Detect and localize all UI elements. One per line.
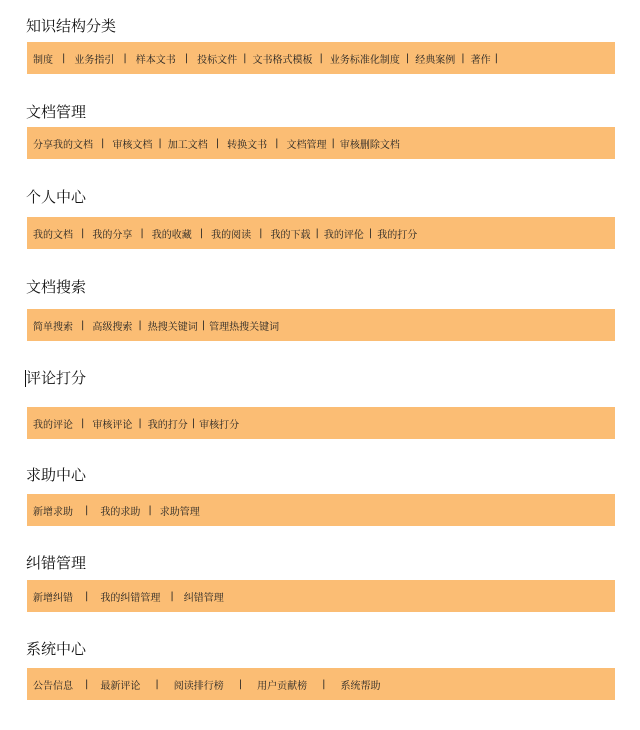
link-separator: | bbox=[331, 137, 335, 149]
menu-link[interactable]: 加工文档 bbox=[167, 139, 208, 151]
menu-link[interactable]: 我的收藏 bbox=[151, 229, 192, 241]
link-separator: | bbox=[170, 590, 174, 602]
link-bar bbox=[27, 580, 615, 612]
menu-link[interactable]: 我的打分 bbox=[377, 229, 418, 241]
menu-link[interactable]: 转换文书 bbox=[227, 139, 268, 151]
menu-link[interactable]: 高级搜索 bbox=[92, 321, 133, 333]
menu-link[interactable]: 热搜关键词 bbox=[147, 321, 198, 333]
link-separator: | bbox=[140, 227, 144, 239]
link-separator: | bbox=[155, 678, 159, 690]
menu-link[interactable]: 用户贡献榜 bbox=[257, 680, 308, 692]
link-separator: | bbox=[201, 319, 206, 331]
link-bar bbox=[27, 407, 615, 439]
menu-link[interactable]: 阅读排行榜 bbox=[173, 680, 224, 692]
link-separator: | bbox=[322, 678, 326, 690]
menu-link[interactable]: 我的纠错管理 bbox=[100, 592, 161, 604]
menu-link[interactable]: 审核删除文档 bbox=[339, 139, 400, 151]
menu-link[interactable]: 纠错管理 bbox=[183, 592, 224, 604]
link-separator: | bbox=[81, 417, 85, 429]
menu-link[interactable]: 审核评论 bbox=[92, 419, 133, 431]
link-separator: | bbox=[81, 227, 85, 239]
menu-link[interactable]: 管理热搜关键词 bbox=[209, 321, 280, 333]
menu-link[interactable]: 业务指引 bbox=[74, 54, 115, 66]
link-separator: | bbox=[184, 52, 189, 64]
link-separator: | bbox=[315, 227, 319, 239]
menu-link[interactable]: 审核打分 bbox=[199, 419, 240, 431]
link-separator: | bbox=[259, 227, 263, 239]
section-title: 文档管理 bbox=[26, 103, 87, 121]
section-title: 个人中心 bbox=[26, 188, 87, 206]
link-separator: | bbox=[101, 137, 105, 149]
menu-link[interactable]: 样本文书 bbox=[135, 54, 176, 66]
link-separator: | bbox=[158, 137, 162, 149]
section-title: 知识结构分类 bbox=[26, 17, 117, 35]
link-bar bbox=[27, 668, 615, 700]
link-separator: | bbox=[461, 52, 465, 64]
menu-link[interactable]: 新增求助 bbox=[33, 506, 73, 518]
link-separator: | bbox=[191, 417, 196, 429]
link-bar bbox=[27, 309, 615, 341]
link-bar bbox=[27, 127, 615, 159]
link-separator: | bbox=[85, 504, 89, 516]
link-separator: | bbox=[368, 227, 373, 239]
link-separator: | bbox=[138, 417, 142, 429]
section-title: 文档搜索 bbox=[26, 278, 87, 296]
menu-link[interactable]: 制度 bbox=[33, 54, 53, 66]
menu-link[interactable]: 我的评伦 bbox=[323, 229, 364, 241]
menu-link[interactable]: 我的下载 bbox=[270, 229, 311, 241]
link-bar bbox=[27, 217, 615, 249]
menu-link[interactable]: 分享我的文档 bbox=[33, 139, 93, 151]
menu-link[interactable]: 我的求助 bbox=[100, 506, 141, 518]
link-separator: | bbox=[85, 678, 89, 690]
menu-link[interactable]: 著作 bbox=[470, 54, 491, 66]
link-separator: | bbox=[238, 678, 243, 690]
link-separator: | bbox=[319, 52, 323, 64]
menu-link[interactable]: 审核文档 bbox=[112, 139, 153, 151]
link-separator: | bbox=[123, 52, 127, 64]
menu-link[interactable]: 简单搜索 bbox=[33, 321, 73, 333]
link-separator: | bbox=[215, 137, 220, 149]
menu-link[interactable]: 系统帮助 bbox=[340, 680, 381, 692]
link-separator: | bbox=[494, 52, 498, 64]
link-separator: | bbox=[405, 52, 410, 64]
menu-link[interactable]: 经典案例 bbox=[415, 54, 456, 66]
menu-link[interactable]: 文档管理 bbox=[286, 139, 327, 151]
link-bar bbox=[27, 42, 615, 74]
section-title: 系统中心 bbox=[26, 640, 87, 658]
link-separator: | bbox=[81, 319, 85, 331]
link-separator: | bbox=[199, 227, 204, 239]
menu-link[interactable]: 我的评论 bbox=[33, 419, 73, 431]
link-separator: | bbox=[138, 319, 142, 331]
link-separator: | bbox=[148, 504, 152, 516]
menu-link[interactable]: 投标文件 bbox=[197, 54, 238, 66]
menu-link[interactable]: 新增纠错 bbox=[33, 592, 73, 604]
link-separator: | bbox=[85, 590, 89, 602]
menu-link[interactable]: 我的阅读 bbox=[211, 229, 252, 241]
link-separator: | bbox=[62, 52, 66, 64]
menu-link[interactable]: 公告信息 bbox=[33, 680, 73, 692]
menu-link[interactable]: 我的文档 bbox=[33, 229, 73, 241]
section-title: 纠错管理 bbox=[26, 554, 87, 572]
section-title: 评论打分 bbox=[26, 369, 87, 387]
menu-link[interactable]: 我的打分 bbox=[147, 419, 188, 431]
link-bar bbox=[27, 494, 615, 526]
link-separator: | bbox=[275, 137, 279, 149]
link-separator: | bbox=[243, 52, 247, 64]
menu-link[interactable]: 求助管理 bbox=[159, 506, 200, 518]
section-title: 求助中心 bbox=[26, 466, 87, 484]
menu-link[interactable]: 最新评论 bbox=[100, 680, 141, 692]
menu-link[interactable]: 我的分享 bbox=[92, 229, 133, 241]
menu-link[interactable]: 文书格式模板 bbox=[252, 54, 313, 66]
menu-link[interactable]: 业务标准化制度 bbox=[329, 54, 400, 66]
